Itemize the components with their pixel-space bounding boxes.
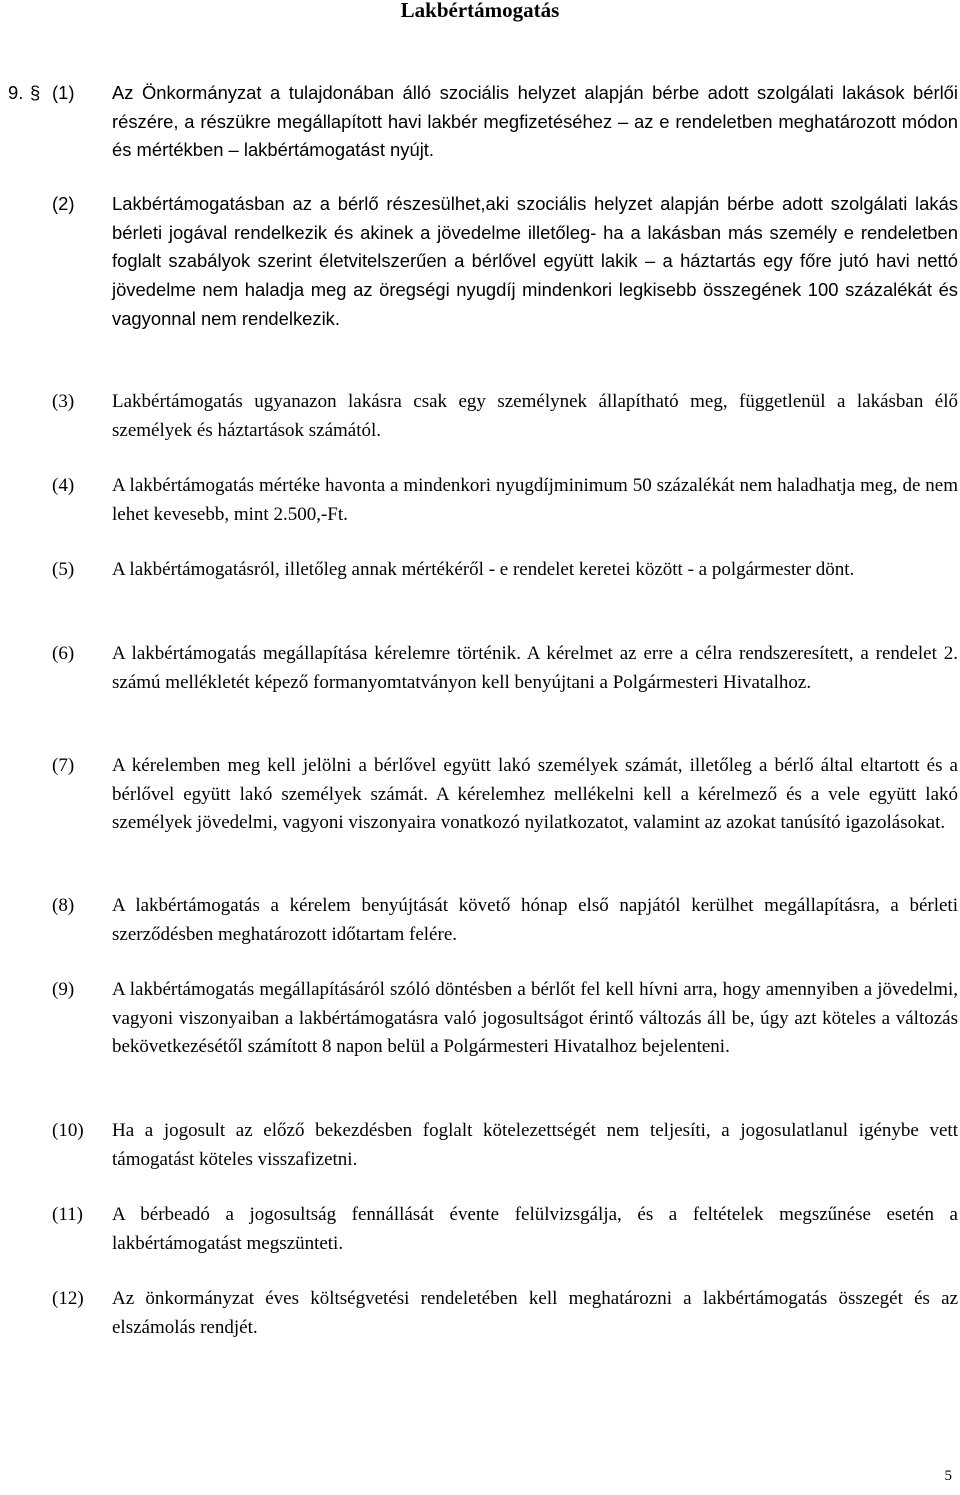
- section-number: 9.: [8, 82, 24, 103]
- paragraph-text: A lakbértámogatás megállapítása kérelemre történik. A kérelmet az erre a célra rendszeresített, a rendelet 2. számú mellékletét képező formanyomtatványon kell benyújtani a Polgármesteri Hivatalhoz.: [112, 643, 958, 693]
- page-title: Lakbértámogatás: [400, 0, 560, 22]
- paragraph-text: A lakbértámogatás megállapításáról szóló döntésben a bérlőt fel kell hívni arra, hogy amennyiben a jövedelmi, vagyoni viszonyaiban a lakbértámogatásra való jogosultságot érintő változás áll be, úgy azt köteles a változás bekövetkezésétől számított 8 napon belül a Polgármesteri Hivatalhoz bejelenteni.: [112, 979, 958, 1058]
- paragraph-number: (9): [52, 979, 75, 1000]
- paragraph-number: (6): [52, 643, 75, 664]
- paragraph-text: A lakbértámogatás mértéke havonta a mindenkori nyugdíjminimum 50 százalékát nem haladhatja meg, de nem lehet kevesebb, mint 2.500,-Ft.: [112, 475, 958, 525]
- paragraph-text: Az önkormányzat éves költségvetési rendeletében kell meghatározni a lakbértámogatás összegét és az elszámolás rendjét.: [112, 1288, 958, 1338]
- paragraph-number: (8): [52, 895, 75, 916]
- page-number: 5: [944, 1468, 952, 1484]
- paragraph-text: Ha a jogosult az előző bekezdésben foglalt kötelezettségét nem teljesíti, a jogosulatlanul igénybe vett támogatást köteles visszafizetni.: [112, 1120, 958, 1170]
- paragraph-text: A lakbértámogatásról, illetőleg annak mértékéről - e rendelet keretei között - a polgármester dönt.: [112, 559, 855, 580]
- paragraph-number: (1): [52, 82, 75, 103]
- paragraph-number: (11): [52, 1204, 83, 1225]
- paragraph-number: (12): [52, 1288, 84, 1309]
- paragraph-text: Lakbértámogatás ugyanazon lakásra csak egy személynek állapítható meg, függetlenül a lakásban élő személyek és háztartások számától.: [112, 391, 958, 441]
- paragraph-number: (4): [52, 475, 75, 496]
- paragraph-number: (3): [52, 391, 75, 412]
- paragraph-number: (2): [52, 193, 75, 214]
- section-symbol: §: [30, 82, 41, 103]
- paragraph-text: A kérelemben meg kell jelölni a bérlővel együtt lakó személyek számát, illetőleg a bérlő által eltartott és a bérlővel együtt lakó személyek számát. A kérelemhez mellékelni kell a kérelmező és a vele együtt lakó személyek jövedelmi, vagyoni viszonyaira vonatkozó nyilatkozatot, valamint az azokat tanúsító igazolásokat.: [112, 755, 958, 834]
- paragraph-number: (7): [52, 755, 75, 776]
- paragraph-number: (10): [52, 1120, 84, 1141]
- paragraph-number: (5): [52, 559, 75, 580]
- paragraph-text: A bérbeadó a jogosultság fennállását évente felülvizsgálja, és a feltételek megszűnése esetén a lakbértámogatást megszünteti.: [112, 1204, 958, 1254]
- paragraph-text: Az Önkormányzat a tulajdonában álló szociális helyzet alapján bérbe adott szolgálati lakások bérlői részére, a részükre megállapított havi lakbér megfizetéséhez – az e rendeletben meghatározott módon és mértékben – lakbértámogatást nyújt.: [112, 82, 958, 161]
- paragraph-text: A lakbértámogatás a kérelem benyújtását követő hónap első napjától kerülhet megállapításra, a bérleti szerződésben meghatározott időtartam felére.: [112, 895, 958, 945]
- paragraph-text: Lakbértámogatásban az a bérlő részesülhet,aki szociális helyzet alapján bérbe adott szolgálati lakás bérleti jogával rendelkezik és akinek a jövedelme illetőleg- ha a lakásban más személy e rendeletben foglalt szabályok szerint életvitelszerűen a bérlővel együtt lakik – a háztartás egy főre jutó havi nettó jövedelme nem haladja meg az öregségi nyugdíj mindenkori legkisebb összegének 100 százalékát és vagyonnal nem rendelkezik.: [112, 193, 958, 329]
